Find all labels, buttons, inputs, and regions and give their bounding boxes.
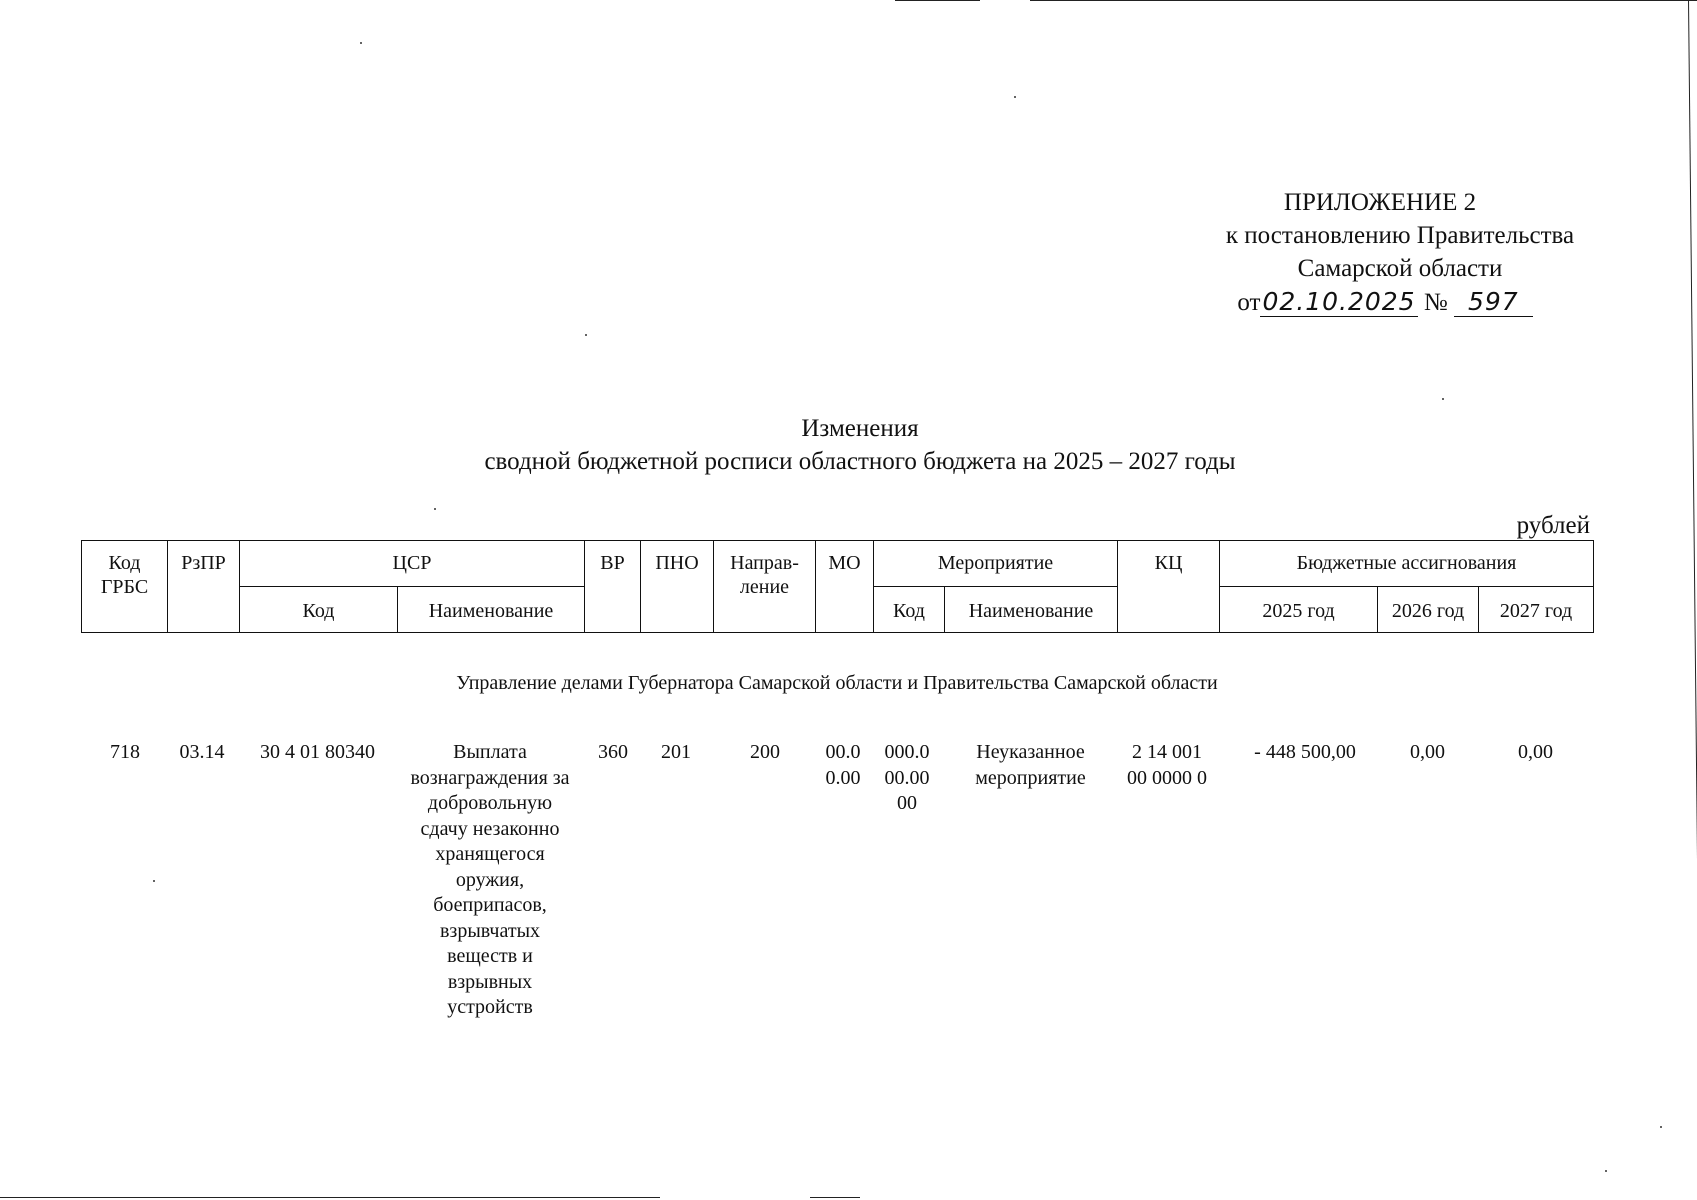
header-year-2025: 2025 год — [1220, 587, 1378, 633]
header-rzpr: РзПР — [168, 541, 240, 633]
department-heading: Управление делами Губернатора Самарской области и Правительства Самарской области — [456, 672, 1218, 694]
document-title-line2: сводной бюджетной росписи областного бюджета на 2025 – 2027 годы — [484, 448, 1236, 475]
header-csr-kod: Код — [240, 587, 398, 633]
date-prefix: от — [1237, 289, 1261, 316]
cell-mer-name: Неуказанное мероприятие — [975, 741, 1086, 789]
cell-kc: 2 14 001 00 0000 0 — [1127, 741, 1207, 789]
cell-year-2026: 0,00 — [1410, 741, 1445, 763]
header-csr-name: Наименование — [398, 587, 585, 633]
header-mer-name: Наименование — [945, 587, 1118, 633]
scan-edge-right — [1688, 0, 1697, 1200]
header-kc: КЦ — [1118, 541, 1220, 633]
scan-speck — [1014, 96, 1016, 98]
header-kod-grbs: Код ГРБС — [82, 541, 168, 633]
units-label: рублей — [1516, 512, 1590, 539]
appendix-resolution: к постановлению Правительства — [1225, 222, 1575, 249]
cell-vr: 360 — [598, 741, 628, 763]
header-mo: МО — [816, 541, 874, 633]
appendix-date-row — [1150, 285, 1620, 319]
header-year-2027: 2027 год — [1479, 587, 1594, 633]
header-year-2026: 2026 год — [1378, 587, 1479, 633]
cell-rzpr: 03.14 — [179, 741, 225, 763]
number-sign: № — [1423, 289, 1448, 316]
cell-mo: 00.0 0.00 — [825, 741, 861, 789]
appendix-title: ПРИЛОЖЕНИЕ 2 — [1283, 189, 1477, 216]
header-csr: ЦСР — [240, 541, 585, 587]
scan-speck — [1442, 398, 1444, 400]
handwritten-number: 597 — [1454, 287, 1533, 317]
scan-speck — [434, 508, 436, 510]
cell-csr-kod: 30 4 01 80340 — [260, 741, 375, 763]
header-vr: ВР — [585, 541, 641, 633]
header-meropriyatie: Мероприятие — [874, 541, 1118, 587]
scan-speck — [585, 334, 587, 336]
table-header — [81, 540, 1594, 633]
cell-kod-grbs: 718 — [110, 741, 140, 763]
cell-year-2025: - 448 500,00 — [1254, 741, 1356, 763]
scan-speck — [1660, 1126, 1662, 1128]
cell-napravlenie: 200 — [750, 741, 780, 763]
header-pno: ПНО — [641, 541, 714, 633]
scan-edge-bottom-short — [810, 1197, 860, 1198]
scan-edge-top — [1030, 0, 1697, 1]
scan-speck — [360, 42, 362, 44]
scan-edge-bottom — [0, 1197, 660, 1198]
cell-mer-kod: 000.0 00.00 00 — [884, 741, 930, 814]
cell-year-2027: 0,00 — [1518, 741, 1553, 763]
appendix-block — [1180, 186, 1620, 319]
appendix-region: Самарской области — [1297, 255, 1503, 282]
scan-speck — [1605, 1170, 1607, 1172]
handwritten-date: 02.10.2025 — [1262, 287, 1416, 316]
scan-speck — [153, 880, 155, 882]
cell-csr-name: Выплата вознаграждения за добровольную сдачу незаконно хранящегося оружия, боеприпасов, взрывчатых веществ и взрывных устройств — [410, 741, 570, 1018]
document-title-line1: Изменения — [801, 415, 919, 442]
header-napravlenie: Направ-ление — [714, 541, 816, 633]
document-title — [250, 412, 1470, 478]
scan-edge-top-short — [895, 0, 980, 1]
header-budget-assignments: Бюджетные ассигнования — [1220, 541, 1594, 587]
cell-pno: 201 — [661, 741, 691, 763]
header-mer-kod: Код — [874, 587, 945, 633]
